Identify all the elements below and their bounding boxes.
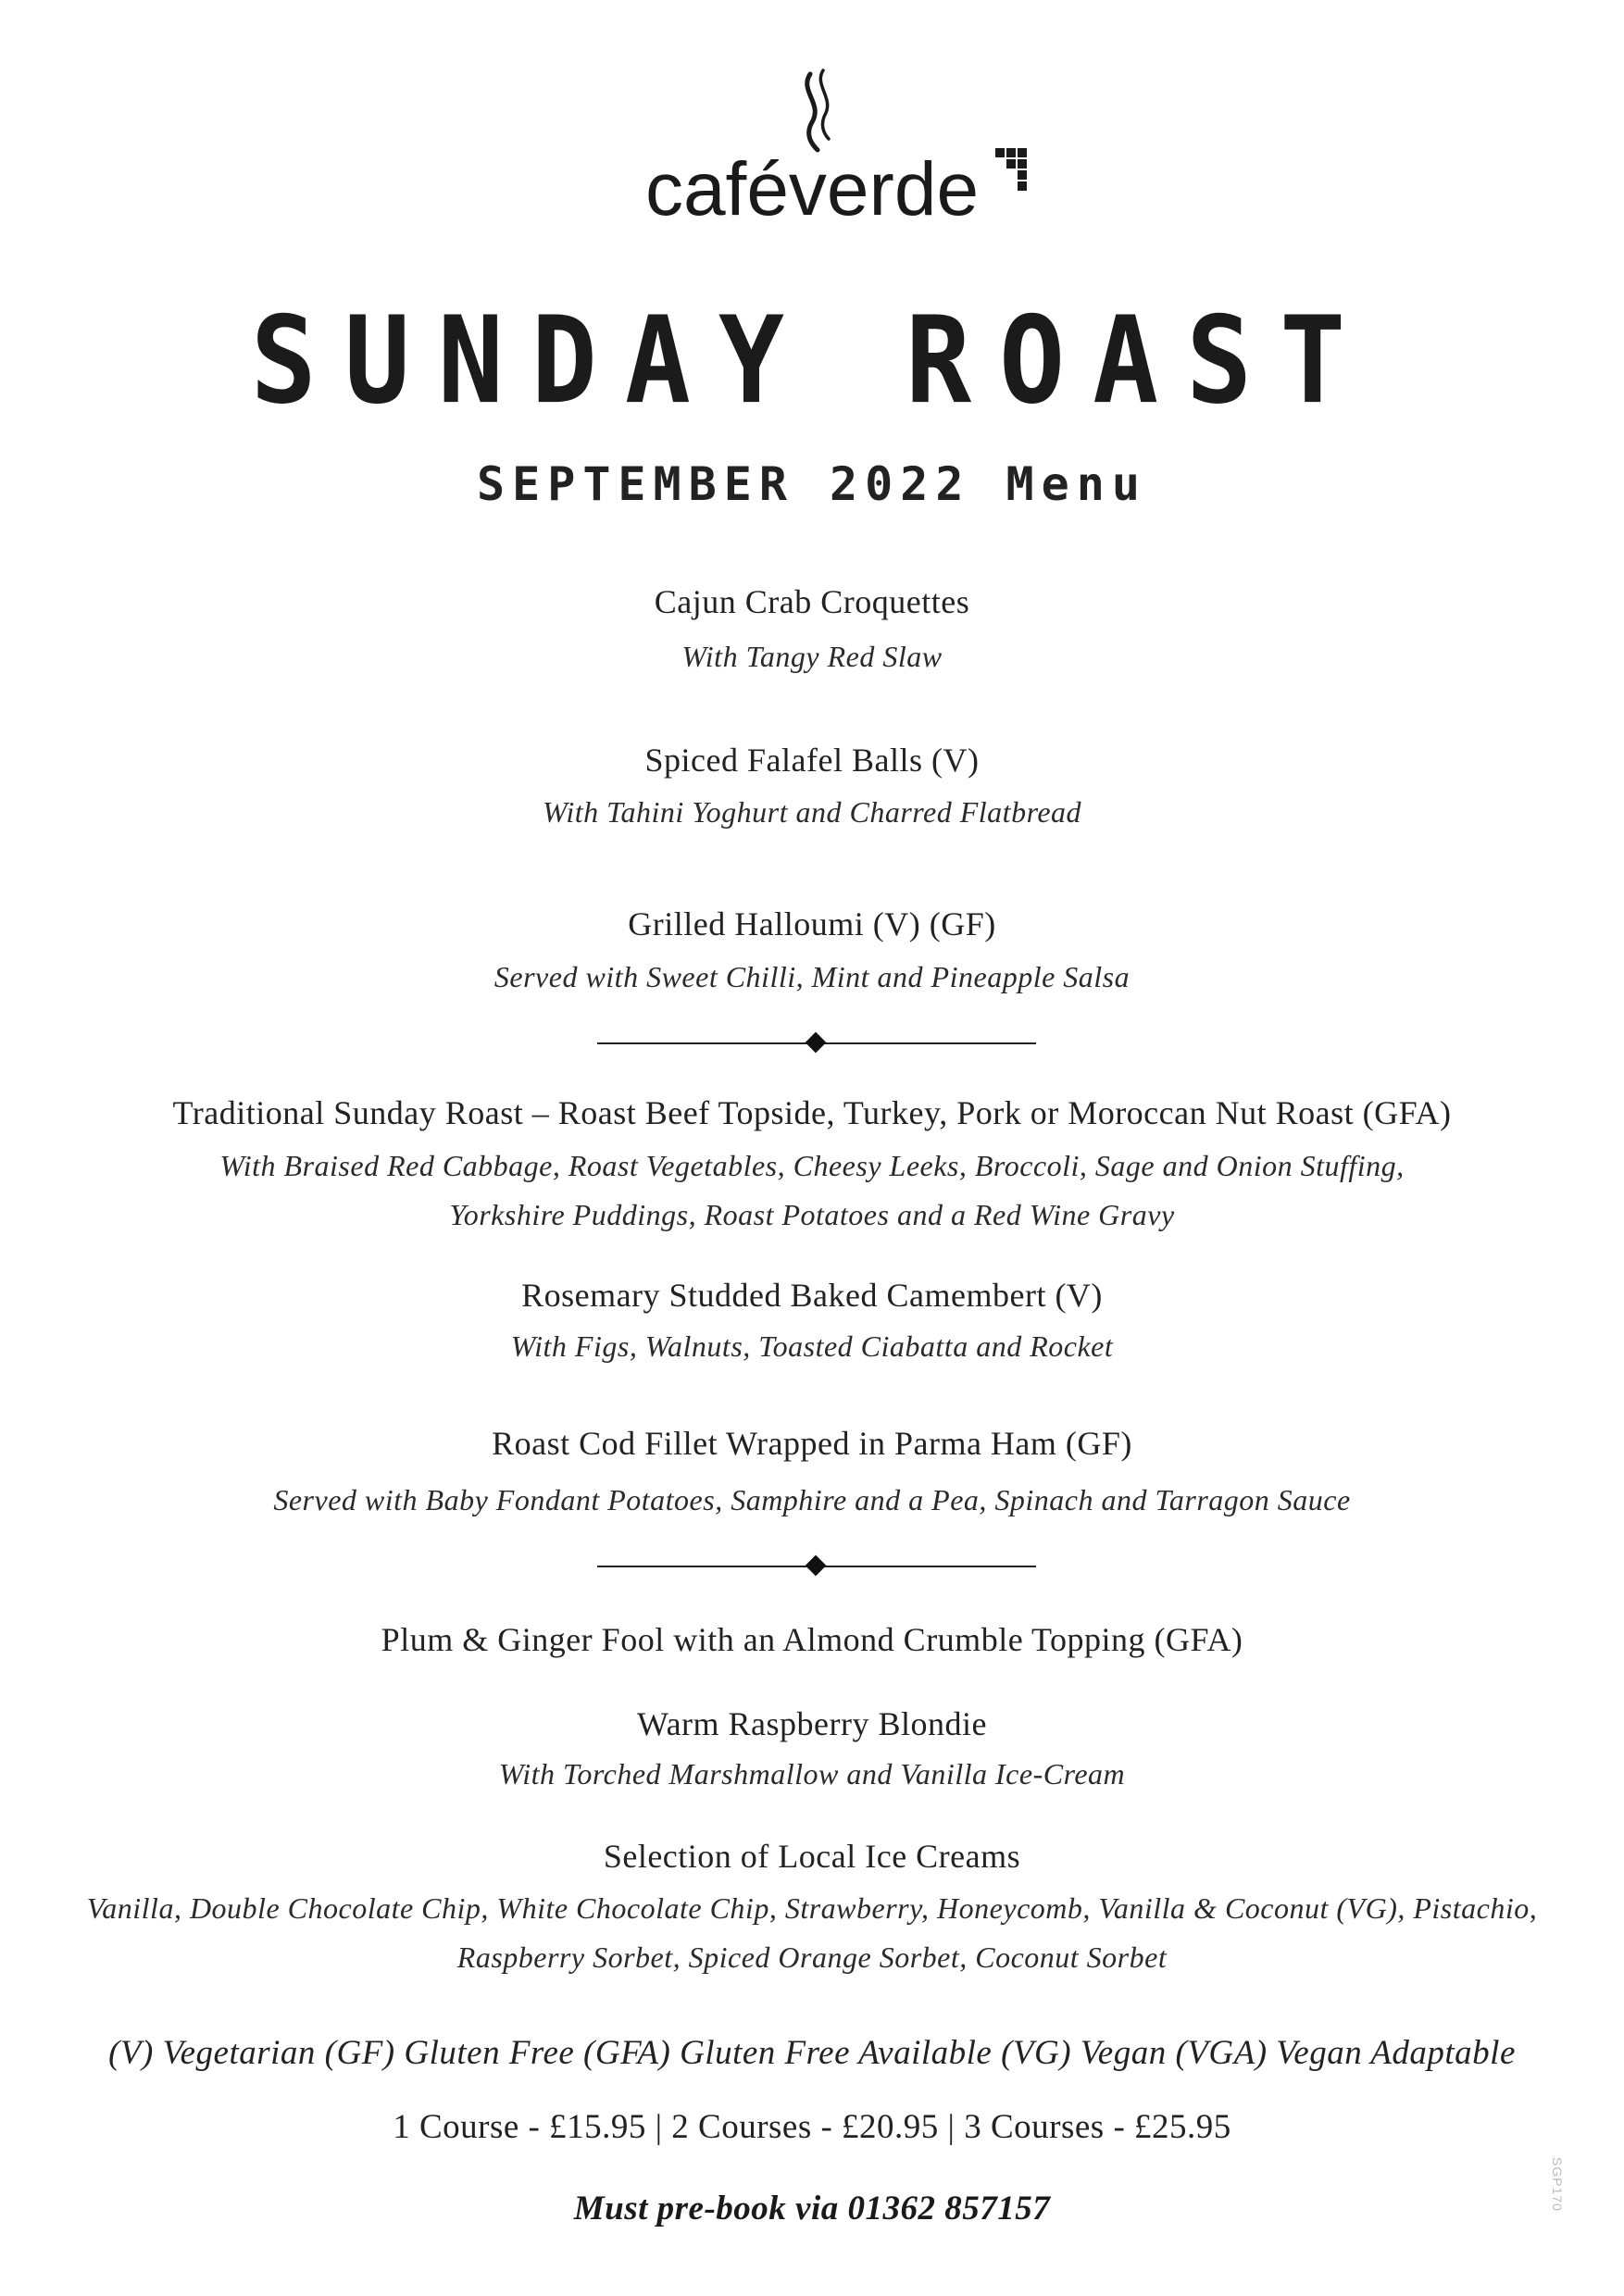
pixel-squares-icon [995, 148, 1027, 191]
main-desc: With Braised Red Cabbage, Roast Vegetables, Cheesy Leeks, Broccoli, Sage and Onion Stuffing, [219, 1149, 1405, 1182]
cafeverde-logo [0, 65, 1624, 231]
logo-graphic [581, 65, 1043, 231]
dessert-name: Warm Raspberry Blondie [636, 1705, 987, 1742]
dessert-name: Plum & Ginger Fool with an Almond Crumble Topping (GFA) [381, 1621, 1243, 1658]
main-desc: With Figs, Walnuts, Toasted Ciabatta and Rocket [510, 1329, 1114, 1363]
starter-desc: With Tahini Yoghurt and Charred Flatbread [542, 795, 1082, 829]
main-desc: Yorkshire Puddings, Roast Potatoes and a Red Wine Gravy [449, 1198, 1175, 1231]
main-name: Roast Cod Fillet Wrapped in Parma Ham (GF) [492, 1425, 1132, 1462]
main-desc: Served with Baby Fondant Potatoes, Samphire and a Pea, Spinach and Tarragon Sauce [273, 1483, 1351, 1516]
starter-name: Spiced Falafel Balls (V) [644, 742, 980, 779]
page-subtitle: SEPTEMBER 2022 Menu [477, 457, 1147, 511]
dessert-desc: Raspberry Sorbet, Spiced Orange Sorbet, Coconut Sorbet [456, 1940, 1168, 1974]
starter-name: Grilled Halloumi (V) (GF) [628, 905, 996, 942]
starter-name: Cajun Crab Croquettes [654, 583, 970, 620]
main-name: Rosemary Studded Baked Camembert (V) [521, 1277, 1103, 1314]
main-name: Traditional Sunday Roast – Roast Beef Topside, Turkey, Pork or Moroccan Nut Roast (GFA) [172, 1094, 1452, 1131]
dessert-desc: Vanilla, Double Chocolate Chip, White Chocolate Chip, Strawberry, Honeycomb, Vanilla & Coconut (VG), Pistachio, [86, 1891, 1538, 1925]
diamond-icon [806, 1032, 827, 1054]
prebook-notice: Must pre-book via 01362 857157 [573, 2190, 1051, 2227]
pricing-line: 1 Course - £15.95 | 2 Courses - £20.95 | 3 Courses - £25.95 [393, 2108, 1231, 2146]
steam-icon [807, 74, 818, 150]
section-divider [597, 1555, 1036, 1578]
page-title: SUNDAY ROAST [250, 290, 1374, 430]
diamond-icon [806, 1555, 827, 1577]
dessert-desc: With Torched Marshmallow and Vanilla Ice-Cream [498, 1757, 1126, 1791]
starter-desc: With Tangy Red Slaw [681, 640, 943, 673]
section-divider [597, 1032, 1036, 1054]
dessert-name: Selection of Local Ice Creams [603, 1838, 1021, 1875]
starter-desc: Served with Sweet Chilli, Mint and Pineapple Salsa [493, 960, 1131, 993]
document-code: SGP170 [1550, 2157, 1565, 2212]
logo-wordmark: caféverde [644, 147, 980, 231]
dietary-key: (V) Vegetarian (GF) Gluten Free (GFA) Gluten Free Available (VG) Vegan (VGA) Vegan Adaptable [108, 2034, 1516, 2072]
